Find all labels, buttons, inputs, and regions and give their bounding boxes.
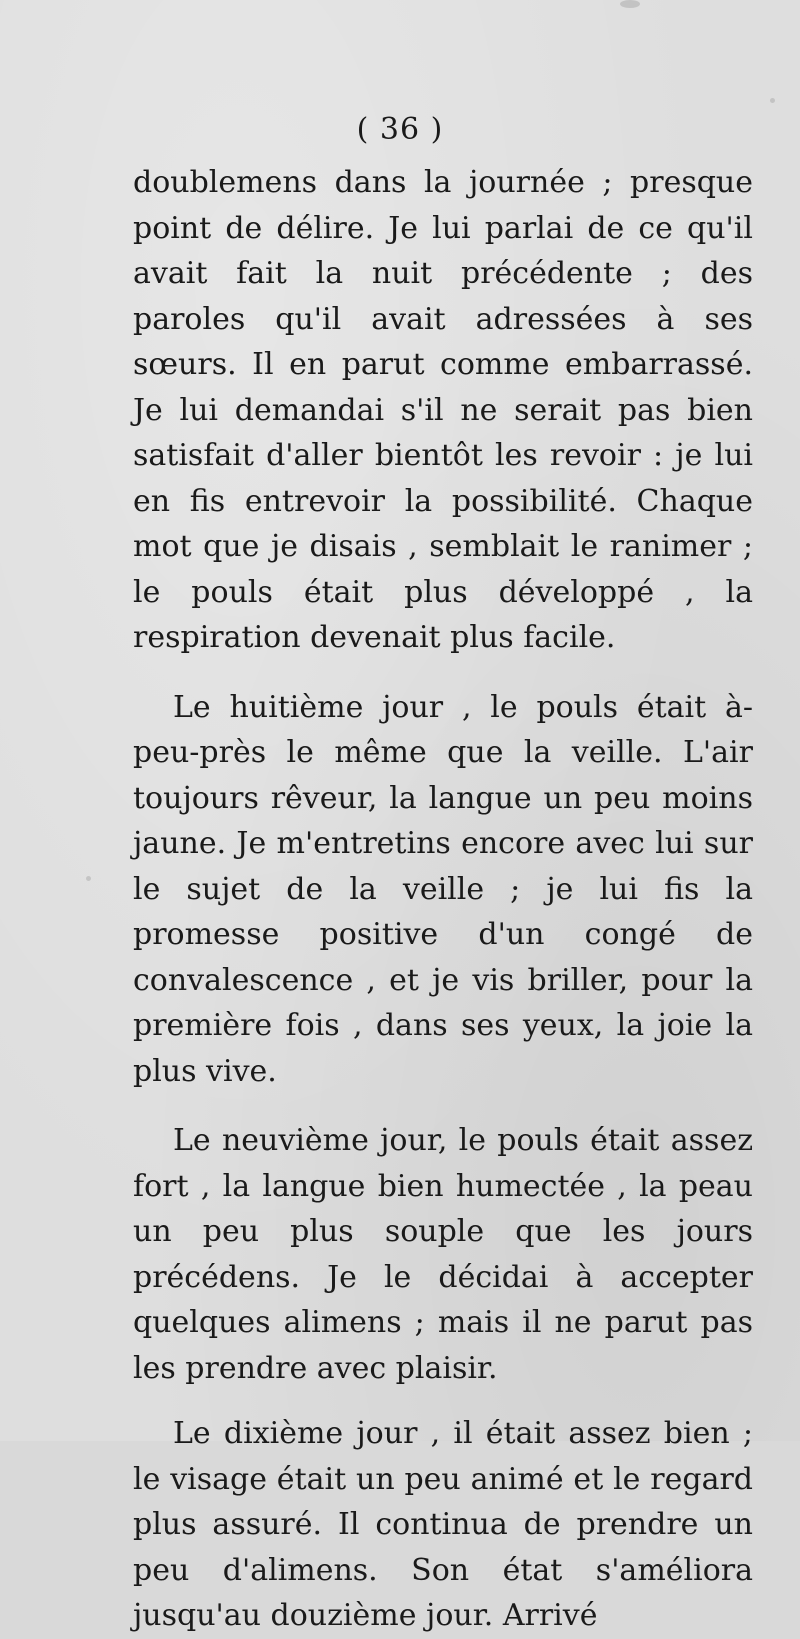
paper-stain	[770, 98, 775, 103]
page-number: ( 36 )	[356, 112, 444, 147]
paragraph: Le dixième jour , il était assez bien ; le visage était un peu animé et le regard plus assuré. Il continua de prendre un peu d'alimens. Son état s'améliora jusqu'au douzième jour. Arrivé	[133, 1416, 753, 1633]
paper-stain	[620, 0, 640, 8]
paragraph: doublemens dans la journée ; presque point de délire. Je lui parlai de ce qu'il avait fait la nuit précédente ; des paroles qu'il avait adressées à ses sœurs. Il en parut comme embarrassé. Je lui demandai s'il ne serait pas bien satisfait d'aller bientôt les revoir : je lui en fis entrevoir la possibilité. Chaque mot que je disais , semblait le ranimer ; le pouls était plus développé , la respiration devenait plus facile.	[133, 165, 753, 655]
paragraph: Le huitième jour , le pouls était à-peu-près le même que la veille. L'air toujours rêveur, la langue un peu moins jaune. Je m'entretins encore avec lui sur le sujet de la veille ; je lui fis la promesse positive d'un congé de convalescence , et je vis briller, pour la première fois , dans ses yeux, la joie la plus vive.	[133, 689, 753, 1089]
paragraph: Le neuvième jour, le pouls était assez fort , la langue bien humectée , la peau un peu plus souple que les jours précédens. Je le décidai à accepter quelques alimens ; mais il ne parut pas les prendre avec plaisir.	[133, 1123, 753, 1386]
paper-stain	[86, 876, 91, 881]
body-text	[133, 160, 753, 1639]
